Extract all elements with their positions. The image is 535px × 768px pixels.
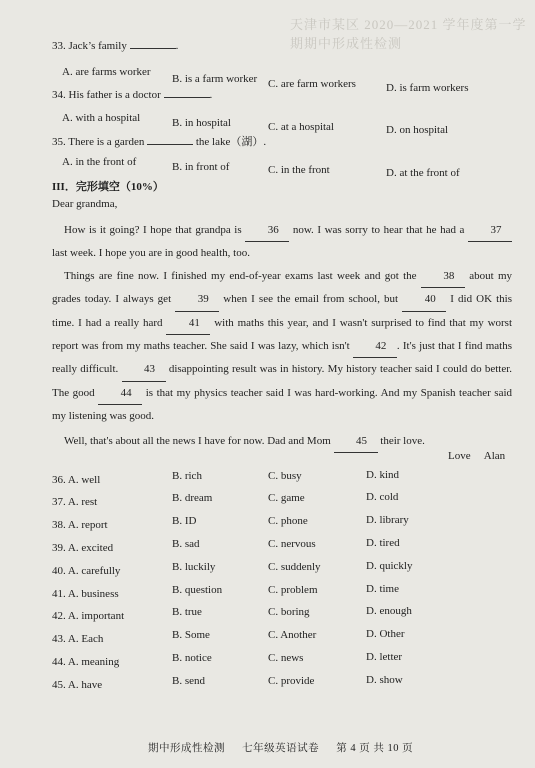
cloze-option-c: C. game <box>268 492 305 504</box>
question-33-blank <box>130 48 176 49</box>
footer-paper-name: 七年级英语试卷 <box>242 743 320 754</box>
cloze-number: 40. <box>52 565 66 577</box>
letter-paragraph-1: How is it going? I hope that grandpa is 36 now. I was sorry to hear that he had a 37 last week. I hope you are in good health, too. <box>52 219 512 265</box>
question-34-period: . <box>209 89 213 101</box>
cloze-option-c: C. boring <box>268 606 310 618</box>
cloze-option-d: D. time <box>366 583 399 595</box>
cloze-question-37 <box>52 496 97 508</box>
blank-40: 40 <box>402 288 446 311</box>
cloze-option-c: C. busy <box>268 470 302 482</box>
cloze-number: 39. <box>52 542 66 554</box>
question-35-option-b: B. in front of <box>172 161 230 173</box>
cloze-option-b: B. send <box>172 675 205 687</box>
footer-page-number: 第 4 页 共 10 页 <box>336 743 414 754</box>
cloze-option-a: A. have <box>67 679 103 691</box>
blank-36: 36 <box>245 219 289 242</box>
section-title: III．完形填空（10%） <box>52 181 164 193</box>
cloze-question-45 <box>52 679 102 691</box>
question-35-text: 35. There is a garden <box>52 136 148 148</box>
question-33-text: 33. Jack’s family <box>52 40 130 52</box>
cloze-option-c: C. suddenly <box>268 561 321 573</box>
question-33 <box>52 40 178 52</box>
cloze-option-a: A. business <box>67 588 119 600</box>
blank-45: 45 <box>334 430 378 453</box>
cloze-question-38 <box>52 519 108 531</box>
question-34-option-b: B. in hospital <box>172 117 231 129</box>
question-35-blank <box>147 144 193 145</box>
cloze-question-43 <box>52 633 103 645</box>
cloze-option-b: B. dream <box>172 492 213 504</box>
cloze-number: 42. <box>52 610 66 622</box>
cloze-question-42 <box>52 610 124 622</box>
cloze-option-c: C. Another <box>268 629 317 641</box>
cloze-number: 38. <box>52 519 66 531</box>
cloze-number: 44. <box>52 656 66 668</box>
cloze-option-a: A. report <box>67 519 108 531</box>
cloze-number: 43. <box>52 633 66 645</box>
question-34 <box>52 89 212 101</box>
cloze-number: 37. <box>52 496 66 508</box>
question-34-option-d: D. on hospital <box>386 124 449 136</box>
question-33-option-d: D. is farm workers <box>386 82 469 94</box>
cloze-option-d: D. quickly <box>366 560 413 572</box>
blank-38: 38 <box>421 265 465 288</box>
letter-paragraph-2: Things are fine now. I finished my end-of-year exams last week and got the 38 about my grades today. I always get 39 when I see the email from school, but 40 I did OK this time. I had a really hard 41 with maths this year, and I wasn't surprised to find that my worst report was from my maths teacher. She said I was lazy, which isn't 42 . It's just that I find maths really difficult. 43 disappointing result was in history. My history teacher said I could do better. The good 44 is that my physics teacher said I was hard-working. And my Spanish teacher said my listening was good. <box>52 265 512 428</box>
question-33-period: . <box>175 40 179 52</box>
question-34-option-a: A. with a hospital <box>62 112 141 124</box>
cloze-option-c: C. news <box>268 652 304 664</box>
cloze-option-c: C. phone <box>268 515 308 527</box>
blank-44: 44 <box>98 382 142 405</box>
cloze-option-d: D. letter <box>366 651 403 663</box>
letter-body <box>52 219 512 453</box>
cloze-option-b: B. notice <box>172 652 212 664</box>
question-34-blank <box>164 97 210 98</box>
cloze-option-b: B. sad <box>172 538 200 550</box>
cloze-option-c: C. problem <box>268 584 318 596</box>
cloze-option-a: A. Each <box>67 633 104 645</box>
cloze-question-41 <box>52 588 119 600</box>
cloze-option-b: B. ID <box>172 515 197 527</box>
cloze-option-b: B. rich <box>172 470 202 482</box>
cloze-option-a: A. rest <box>67 496 98 508</box>
blank-42: 42 <box>353 335 397 358</box>
cloze-option-a: A. meaning <box>67 656 120 668</box>
cloze-option-a: A. important <box>67 610 125 622</box>
footer-exam-name: 期中形成性检测 <box>148 743 225 754</box>
header-bleed-through: 天津市某区 2020—2021 学年度第一学期期中形成性检测 <box>290 17 527 51</box>
cloze-question-39 <box>52 542 113 554</box>
letter-paragraph-3: Well, that's about all the news I have for now. Dad and Mom 45 their love. <box>52 430 512 453</box>
letter-signature: Love Alan <box>448 450 506 462</box>
letter-salutation: Dear grandma, <box>52 198 118 210</box>
cloze-option-a: A. well <box>67 474 101 486</box>
cloze-option-d: D. tired <box>366 537 400 549</box>
cloze-option-b: B. true <box>172 606 202 618</box>
question-33-option-b: B. is a farm worker <box>172 73 258 85</box>
question-33-option-a: A. are farms worker <box>62 66 151 78</box>
cloze-number: 45. <box>52 679 66 691</box>
cloze-option-d: D. show <box>366 674 403 686</box>
question-35-option-c: C. in the front <box>268 164 330 176</box>
question-34-text: 34. His father is a doctor <box>52 89 164 101</box>
cloze-option-d: D. Other <box>366 628 405 640</box>
cloze-option-a: A. carefully <box>67 565 121 577</box>
cloze-option-d: D. enough <box>366 605 412 617</box>
question-35-option-a: A. in the front of <box>62 156 137 168</box>
blank-37: 37 <box>468 219 512 242</box>
cloze-number: 36. <box>52 474 66 486</box>
blank-41: 41 <box>166 312 210 335</box>
cloze-number: 41. <box>52 588 66 600</box>
cloze-option-c: C. nervous <box>268 538 316 550</box>
question-35 <box>52 133 266 149</box>
question-35-rest: the lake（湖）. <box>193 136 267 148</box>
cloze-question-36 <box>52 474 100 486</box>
cloze-question-40 <box>52 565 120 577</box>
question-34-option-c: C. at a hospital <box>268 121 334 133</box>
question-35-option-d: D. at the front of <box>386 167 460 179</box>
blank-39: 39 <box>175 288 219 311</box>
cloze-option-d: D. library <box>366 514 409 526</box>
cloze-option-c: C. provide <box>268 675 315 687</box>
cloze-option-a: A. excited <box>67 542 114 554</box>
cloze-option-b: B. luckily <box>172 561 216 573</box>
blank-43: 43 <box>122 358 166 381</box>
cloze-option-b: B. Some <box>172 629 210 641</box>
question-33-option-c: C. are farm workers <box>268 78 356 90</box>
cloze-question-44 <box>52 656 119 668</box>
cloze-option-b: B. question <box>172 584 223 596</box>
cloze-option-d: D. kind <box>366 469 399 481</box>
cloze-option-d: D. cold <box>366 491 399 503</box>
page-footer <box>148 740 427 755</box>
